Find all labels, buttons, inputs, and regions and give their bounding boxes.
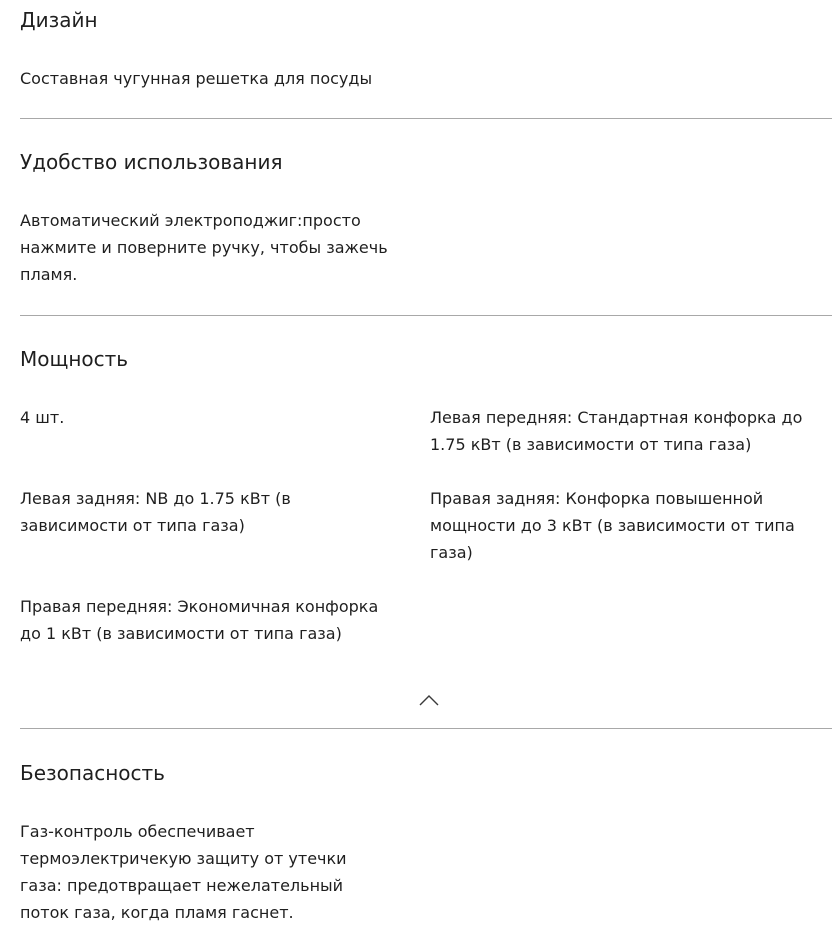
divider bbox=[20, 118, 832, 119]
chevron-up-icon[interactable] bbox=[418, 692, 440, 708]
power-item-left-rear: Левая задняя: NB до 1.75 кВт (в зависимости от типа газа) bbox=[20, 489, 291, 535]
design-heading: Дизайн bbox=[20, 8, 98, 32]
power-item-count: 4 шт. bbox=[20, 408, 65, 427]
usability-heading: Удобство использования bbox=[20, 150, 283, 174]
chevron-up-icon-graphic bbox=[418, 692, 440, 708]
safety-heading: Безопасность bbox=[20, 761, 165, 785]
divider bbox=[20, 728, 832, 729]
safety-text: Газ-контроль обеспечивает термоэлектричекую защиту от утечки газа: предотвращает нежелательный поток газа, когда пламя гаснет. bbox=[20, 822, 347, 922]
power-item-right-rear: Правая задняя: Конфорка повышенной мощности до 3 кВт (в зависимости от типа газа) bbox=[430, 489, 795, 562]
power-item-left-front: Левая передняя: Стандартная конфорка до 1.75 кВт (в зависимости от типа газа) bbox=[430, 408, 803, 454]
divider bbox=[20, 315, 832, 316]
design-text: Составная чугунная решетка для посуды bbox=[20, 69, 373, 88]
usability-text: Автоматический электроподжиг:просто нажмите и поверните ручку, чтобы зажечь пламя. bbox=[20, 211, 388, 284]
power-item-right-front: Правая передняя: Экономичная конфорка до 1 кВт (в зависимости от типа газа) bbox=[20, 597, 379, 643]
power-heading: Мощность bbox=[20, 347, 129, 371]
